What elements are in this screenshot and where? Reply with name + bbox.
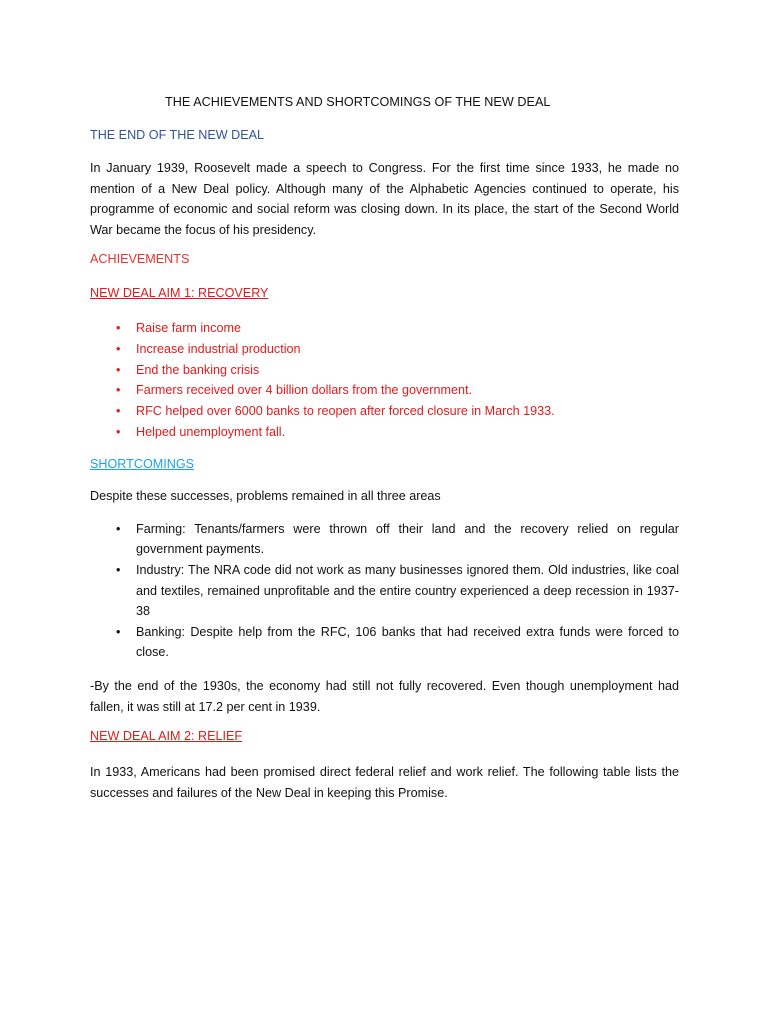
end-of-new-deal-paragraph: In January 1939, Roosevelt made a speech to Congress. For the first time since 1933, he made no mention of a New Deal policy. Although many of the Alphabetic Agencies continued to operate, his programme of economic and social reform was closing down. In its place, the start of the Second World War became the focus of his presidency. xyxy=(90,161,679,237)
list-item xyxy=(90,318,555,339)
shortcomings-heading: SHORTCOMINGS xyxy=(90,457,195,471)
achievements-heading: ACHIEVEMENTS xyxy=(90,252,190,266)
list-item xyxy=(90,422,555,443)
shortcomings-conclusion: -By the end of the 1930s, the economy had still not fully recovered. Even though unemployment had fallen, it was still at 17.2 per cent in 1939. xyxy=(90,679,679,714)
list-item xyxy=(90,380,555,401)
aim1-recovery-heading: NEW DEAL AIM 1: RECOVERY xyxy=(90,286,269,300)
bullet-icon: • xyxy=(116,424,121,439)
section-heading-end-of-new-deal: THE END OF THE NEW DEAL xyxy=(90,128,265,142)
bullet-icon: • xyxy=(116,404,121,419)
list-item-text: Banking: Despite help from the RFC, 106 banks that had received extra funds were forced to close. xyxy=(136,624,679,660)
list-item xyxy=(90,360,555,381)
list-item-text: RFC helped over 6000 banks to reopen after forced closure in March 1933. xyxy=(136,404,555,419)
bullet-icon: • xyxy=(116,563,121,578)
bullet-icon: • xyxy=(116,321,121,335)
list-item-text: Industry: The NRA code did not work as many businesses ignored them. Old industries, like coal and textiles, remained unprofitable and the entire country experienced a deep recession in 1937-38 xyxy=(136,563,679,619)
bullet-icon: • xyxy=(116,383,121,398)
bullet-icon: • xyxy=(116,522,121,536)
bullet-icon: • xyxy=(116,624,121,639)
list-item-text: Farmers received over 4 billion dollars from the government. xyxy=(136,383,472,398)
shortcomings-list xyxy=(90,519,679,663)
aim2-relief-heading: NEW DEAL AIM 2: RELIEF xyxy=(90,729,243,743)
list-item xyxy=(90,401,555,422)
list-item xyxy=(90,519,679,560)
bullet-icon: • xyxy=(116,341,121,356)
achievements-list xyxy=(90,318,555,443)
list-item xyxy=(90,622,679,663)
list-item xyxy=(90,560,679,621)
list-item xyxy=(90,339,555,360)
list-item-text: Increase industrial production xyxy=(136,341,301,356)
list-item-text: Helped unemployment fall. xyxy=(136,424,286,439)
shortcomings-intro: Despite these successes, problems remained in all three areas xyxy=(90,489,441,503)
list-item-text: Farming: Tenants/farmers were thrown off their land and the recovery relied on regular government payments. xyxy=(136,522,679,557)
list-item-text: End the banking crisis xyxy=(136,362,260,377)
bullet-icon: • xyxy=(116,362,121,377)
relief-paragraph: In 1933, Americans had been promised direct federal relief and work relief. The following table lists the successes and failures of the New Deal in keeping this Promise. xyxy=(90,765,679,800)
list-item-text: Raise farm income xyxy=(136,321,241,335)
document-title: THE ACHIEVEMENTS AND SHORTCOMINGS OF THE NEW DEAL xyxy=(165,95,551,109)
